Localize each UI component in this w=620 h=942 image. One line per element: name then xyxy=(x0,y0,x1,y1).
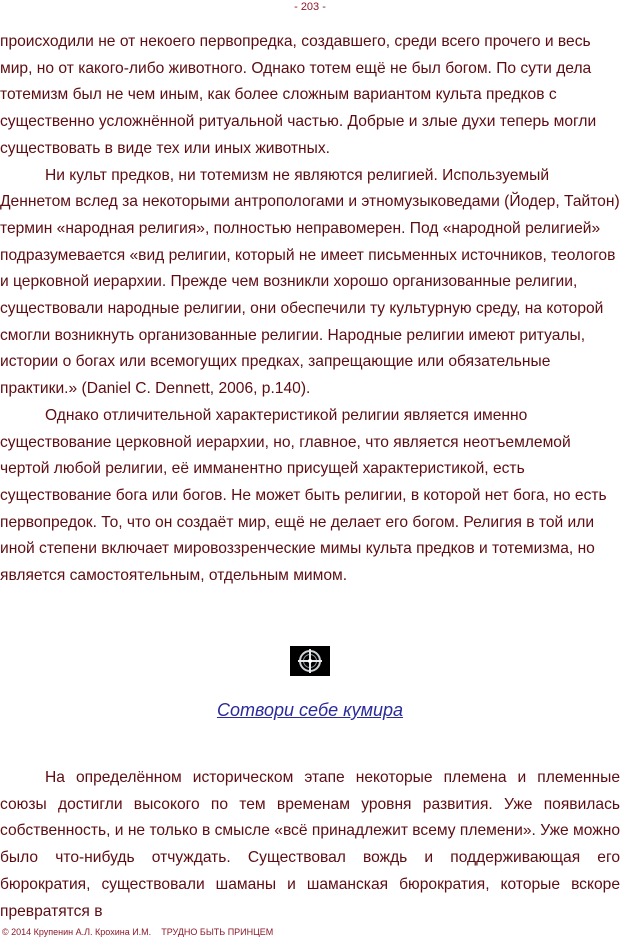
body-text-section-1 xyxy=(0,29,620,590)
footer-copyright: © 2014 Крупенин А.Л. Крохина И.М. xyxy=(2,927,152,937)
section-heading-link[interactable]: Сотвори себе кумира xyxy=(216,700,404,720)
page-number: - 203 - xyxy=(294,1,326,13)
paragraph-4: На определённом историческом этапе некоторые племена и племенные союзы достигли высокого по тем временам уровня развития. Уже появилась собственность, и не только в смысле «всё принадлежит всему племени». Уже можно было что-нибудь отчуждать. Существовал вождь и поддерживающая его бюрократия, существовали шаманы и шаманская бюрократия, которые вскоре превратятся в xyxy=(0,769,620,920)
body-text-section-2 xyxy=(0,765,620,925)
cross-circle-emblem-icon xyxy=(290,646,330,676)
footer-book-title: ТРУДНО БЫТЬ ПРИНЦЕМ xyxy=(161,927,274,937)
paragraph-2: Ни культ предков, ни тотемизм не являются религией. Используемый Деннетом вслед за некоторыми антропологами и этномузыковедами (Йодер, Тайтон) термин «народная религия», полностью неправомерен. Под «народной религией» подразумевается «вид религии, который не имеет письменных источников, теологов и церковной иерархии. Прежде чем возникли хорошо организованные религии, существовали народные религии, они обеспечили ту культурную среду, на которой смогли возникнуть организованные религии. Народные религии имеют ритуалы, истории о богах или всемогущих предках, запрещающие или обязательные практики.» (Daniel C. Dennett, 2006, p.140). xyxy=(0,166,620,398)
paragraph-1: происходили не от некоего первопредка, создавшего, среди всего прочего и весь мир, но от какого-либо животного. Однако тотем ещё не был богом. По сути дела тотемизм был не чем иным, как более сложным вариантом культа предков с существенно усложнённой ритуальной частью. Добрые и злые духи теперь могли существовать в виде тех или иных животных. xyxy=(0,33,597,157)
page-footer xyxy=(2,926,273,938)
paragraph-3: Однако отличительной характеристикой религии является именно существование церковной иерархии, но, главное, что является неотъемлемой чертой любой религии, её имманентно присущей характеристикой, есть существование бога или богов. Не может быть религии, в которой нет бога, но есть первопредок. То, что он создаёт мир, ещё не делает его богом. Религия в той или иной степени включает мировоззренческие мимы культа предков и тотемизма, но является самостоятельным, отдельным мимом. xyxy=(0,406,607,585)
